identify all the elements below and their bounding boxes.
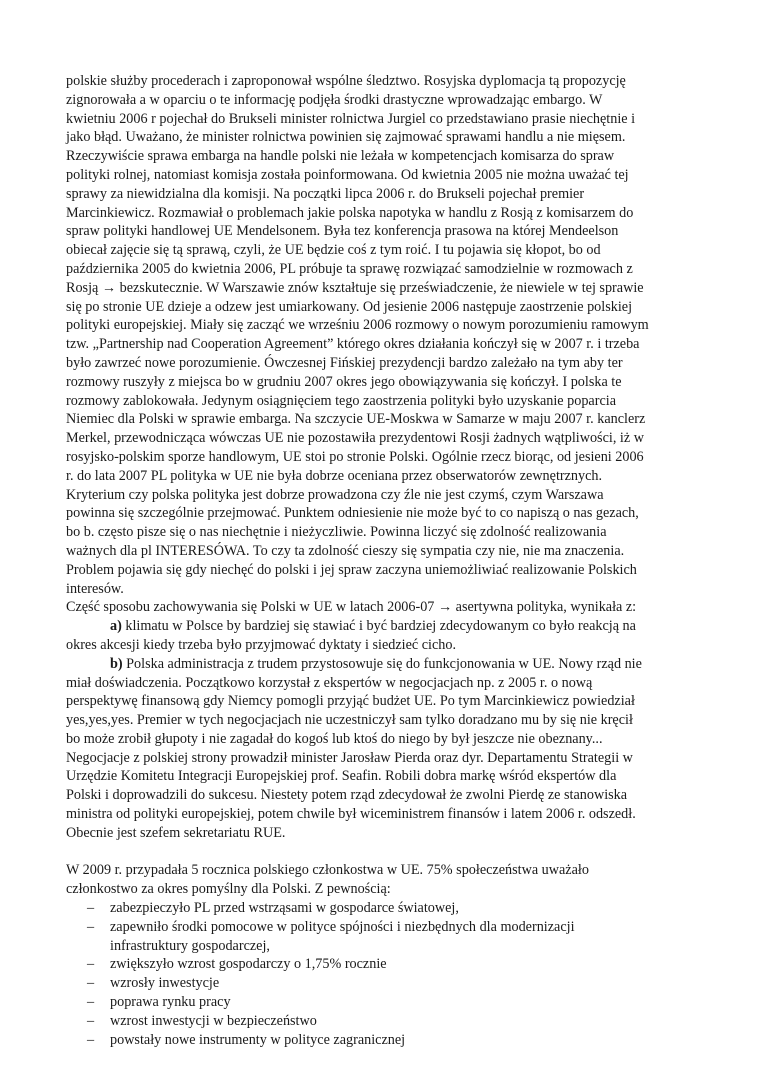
text-line: rozmowy ruszyły z miejsca bo w grudniu 2007 okres jego obowiązywania się kończył. I polska te xyxy=(66,373,622,390)
text-line: ważnych dla pl INTERESÓWA. To czy ta zdolność cieszy się sympatia czy nie, nie ma znaczenia. xyxy=(66,542,625,559)
list-dash: – xyxy=(87,1012,95,1029)
text-line: się po stronie UE dzieje a odzew jest umiarkowany. Od jesienie 2006 następuje zaostrzenie polskiej xyxy=(66,298,633,315)
benefits-list xyxy=(66,899,690,1049)
document-body xyxy=(66,72,690,1049)
point-b-line: Urzędzie Komitetu Integracji Europejskiej prof. Seafin. Robili dobra markę wśród ekspertów dla xyxy=(66,768,617,785)
text-line: zignorowała a w oparciu o te informację podjęła środki drastyczne wprowadzając embargo. W xyxy=(66,91,603,108)
point-a-line xyxy=(66,617,690,636)
list-item xyxy=(66,918,690,937)
point-b-line: bo może zrobił głupoty i nie zagadał do kogoś lub ktoś do niego by był jeszcze nie obeznany... xyxy=(66,730,603,747)
text-line: Merkel, przewodnicząca wówczas UE nie pozostawiła prezydentowi Rosji żadnych wątpliwości, iż w xyxy=(66,430,644,447)
text-line: Kryterium czy polska polityka jest dobrze prowadzona czy źle nie jest czymś, czym Warszawa xyxy=(66,486,604,503)
text-line: polityki rolnej, natomiast komisja została poinformowana. Od kwietnia 2005 nie można uważać tej xyxy=(66,166,629,183)
text-line: Niemiec dla Polski w sprawie embarga. Na szczycie UE-Moskwa w Samarze w maju 2007 r. kanclerz xyxy=(66,411,646,428)
text-line: spraw polityki handlowej UE Mendelsonem. Była tez konferencja prasowa na której Mendeelson xyxy=(66,223,619,240)
list-item xyxy=(66,1012,690,1031)
text-line: obiecał zajęcie się tą sprawą, czyli, że UE będzie coś z tym roić. I tu pojawia się kłopot, bo od xyxy=(66,242,601,259)
list-item-text: wzrost inwestycji w bezpieczeństwo xyxy=(110,1012,317,1029)
text-line: października 2005 do kwietnia 2006, PL próbuje ta sprawę rozwiązać samodzielnie w rozmowach z xyxy=(66,260,633,277)
point-b-line: miał doświadczenia. Początkowo korzystał z ekspertów w negocjacjach np. z 2005 r. o nową xyxy=(66,674,593,691)
point-b-text: Polska administracja z trudem przystosowuje się do funkcjonowania w UE. Nowy rząd nie xyxy=(122,655,642,672)
list-dash: – xyxy=(87,918,95,935)
point-a-line: okres akcesji kiedy trzeba było przyjmować dyktaty i siedzieć cicho. xyxy=(66,636,457,653)
text-line: r. do lata 2007 PL polityka w UE nie była dobrze oceniana przez obserwatorów zewnętrznych. xyxy=(66,467,603,484)
point-b-marker: b) xyxy=(110,655,123,672)
point-a xyxy=(66,617,690,655)
text-line: Marcinkiewicz. Rozmawiał o problemach jakie polska napotyka w handlu z Rosją z komisarzem do xyxy=(66,204,634,221)
point-b-line: ministra od polityki europejskiej, potem chwile był wiceministrem finansów i latem 2006 r. odszedł. xyxy=(66,806,636,823)
list-item-text: wzrosły inwestycje xyxy=(110,975,220,992)
text-line: polityki europejskiej. Miały się zacząć we wrześniu 2006 rozmowy o nowym porozumieniu ramowym xyxy=(66,317,649,334)
point-a-marker: a) xyxy=(110,618,122,635)
list-item-text: zabezpieczyło PL przed wstrząsami w gospodarce światowej, xyxy=(110,900,459,917)
point-a-text: klimatu w Polsce by bardziej się stawiać i być bardziej zdecydowanym co było reakcją na xyxy=(121,618,636,635)
list-item-text: powstały nowe instrumenty w polityce zagranicznej xyxy=(110,1031,406,1048)
list-dash: – xyxy=(87,1031,95,1048)
paragraph-embargo xyxy=(66,72,690,598)
point-b-line: Polski i doprowadzili do sukcesu. Niestety potem rząd zdecydował że zwolni Pierdę ze stanowiska xyxy=(66,787,628,804)
text-line: członkostwo za okres pomyślny dla Polski. Z pewnością: xyxy=(66,881,391,898)
text-line: sprawy za niewidzialna dla komisji. Na początki lipca 2006 r. do Brukseli pojechał premier xyxy=(66,185,585,202)
text-line: Rzeczywiście sprawa embarga na handle polski nie leżała w kompetencjach komisarza do spraw xyxy=(66,148,615,165)
text-line: polskie służby procederach i zaproponował wspólne śledztwo. Rosyjska dyplomacja tą propozycję xyxy=(66,73,626,89)
text-line: rozmowy zablokowała. Jedynym osiągnięciem tego zaostrzenia polityki było uzyskanie poparcia xyxy=(66,392,616,409)
text-line: jako błąd. Uważano, że minister rolnictwa powinien się zajmować sprawami handlu a nie mięsem. xyxy=(66,129,626,146)
text-line: Rosją → bezskutecznie. W Warszawie znów kształtuje się przeświadczenie, że niewiele w tej sprawie xyxy=(66,279,644,296)
point-b-line: Negocjacje z polskiej strony prowadził minister Jarosław Pierda oraz dyr. Departamentu Strategii w xyxy=(66,749,633,766)
point-b xyxy=(66,655,690,843)
list-dash: – xyxy=(87,956,95,973)
text-line: tzw. „Partnership nad Cooperation Agreement” którego okres działania kończył się w 2007 r. i trzeba xyxy=(66,336,640,353)
list-dash: – xyxy=(87,994,95,1011)
list-item-text: zapewniło środki pomocowe w polityce spójności i niezbędnych dla modernizacji xyxy=(110,918,575,935)
text-line: bo b. często pisze się o nas niechętnie i nieżyczliwie. Powinna liczyć się zdolność realizowania xyxy=(66,524,607,541)
list-item-text: poprawa rynku pracy xyxy=(110,994,231,1011)
list-item-text: zwiększyło wzrost gospodarczy o 1,75% rocznie xyxy=(110,956,387,973)
point-b-line: Obecnie jest szefem sekretariatu RUE. xyxy=(66,824,286,841)
list-item-continuation: infrastruktury gospodarczej, xyxy=(110,937,270,954)
list-item xyxy=(66,899,690,918)
list-item xyxy=(66,955,690,974)
list-item xyxy=(66,1031,690,1050)
text-line: interesów. xyxy=(66,580,124,597)
text-line: W 2009 r. przypadała 5 rocznica polskiego członkostwa w UE. 75% społeczeństwa uważało xyxy=(66,862,589,879)
paragraph-spacer xyxy=(66,843,690,862)
point-b-line: perspektywę finansową gdy Niemcy pomogli przyjąć budżet UE. Po tym Marcinkiewicz powiedział xyxy=(66,693,635,710)
point-b-line: yes,yes,yes. Premier w tych negocjacjach nie uczestniczył sam tylko doradzano mu by się nie kręcił xyxy=(66,712,633,729)
list-item xyxy=(66,993,690,1012)
paragraph-assertive-intro: Część sposobu zachowywania się Polski w UE w latach 2006-07 → asertywna polityka, wynikała z: xyxy=(66,599,637,616)
text-line: było zawrzeć nowe porozumienie. Ówczesnej Fińskiej prezydencji bardzo zależało na tym aby ter xyxy=(66,354,623,371)
point-b-line xyxy=(66,655,690,674)
list-dash: – xyxy=(87,975,95,992)
list-item xyxy=(66,974,690,993)
list-dash: – xyxy=(87,900,95,917)
text-line: kwietniu 2006 r pojechał do Brukseli minister rolnictwa Jurgiel co przedstawiano prasie niechętnie i xyxy=(66,110,636,127)
text-line: powinna się szczególnie przejmować. Punktem odniesienie nie może być to co napiszą o nas gezach, xyxy=(66,505,639,522)
text-line: rosyjsko-polskim sporze handlowym, UE stoi po stronie Polski. Ogólnie rzecz biorąc, od jesieni 2006 xyxy=(66,448,644,465)
text-line: Problem pojawia się gdy niechęć do polski i jej spraw zaczyna uniemożliwiać realizowanie Polskich xyxy=(66,561,637,578)
paragraph-membership xyxy=(66,861,690,899)
